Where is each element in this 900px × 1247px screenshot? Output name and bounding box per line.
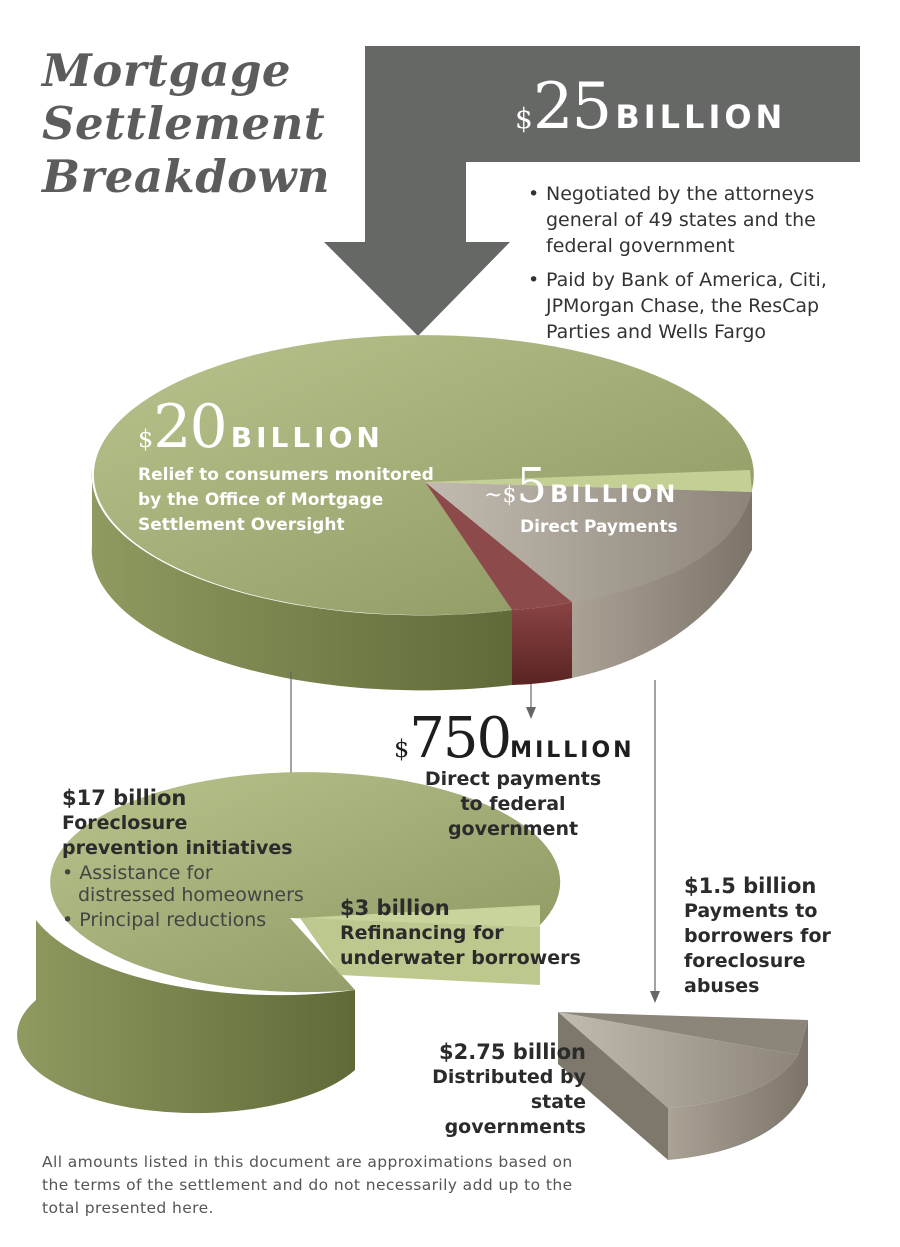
relief-amount: $20 BILLION xyxy=(138,392,384,462)
refinancing-label: $3 billion Refinancing for underwater borrowers xyxy=(340,896,581,969)
footnote: All amounts listed in this document are approximations based on the terms of the settlement and do not necessarily add up to the total presented here. xyxy=(42,1153,573,1217)
page-title: Mortgage Settlement Breakdown xyxy=(42,44,331,203)
abuses-label: $1.5 billion Payments to borrowers for foreclosure abuses xyxy=(684,874,831,997)
note-paid-by: • Paid by Bank of America, Citi, JPMorgan Chase, the ResCap Parties and Wells Fargo xyxy=(528,267,848,345)
federal-amount: $750MILLION xyxy=(394,706,635,771)
total-amount: $25 BILLION xyxy=(515,70,787,144)
direct-description: Direct Payments xyxy=(520,517,678,537)
relief-description: Relief to consumers monitored by the Office of Mortgage Settlement Oversight xyxy=(138,465,434,535)
states-amount: $2.75 billion xyxy=(439,1040,586,1064)
federal-description: Direct payments to federal government xyxy=(424,768,602,840)
direct-amount: ~$5 BILLION xyxy=(484,458,679,514)
states-label: $2.75 billion Distributed by state governments xyxy=(396,1040,586,1140)
main-pie-federal-side xyxy=(512,602,572,685)
prevention-label: $17 billion Foreclosure prevention initiatives xyxy=(62,786,293,859)
settlement-notes xyxy=(528,181,848,353)
prevention-amount: $17 billion xyxy=(62,786,187,810)
prevention-bullets: • Assistance for distressed homeowners • Principal reductions xyxy=(62,862,304,931)
refinancing-amount: $3 billion xyxy=(340,896,450,920)
note-negotiated: • Negotiated by the attorneys general of 49 states and the federal government xyxy=(528,181,848,259)
abuses-amount: $1.5 billion xyxy=(684,874,817,898)
